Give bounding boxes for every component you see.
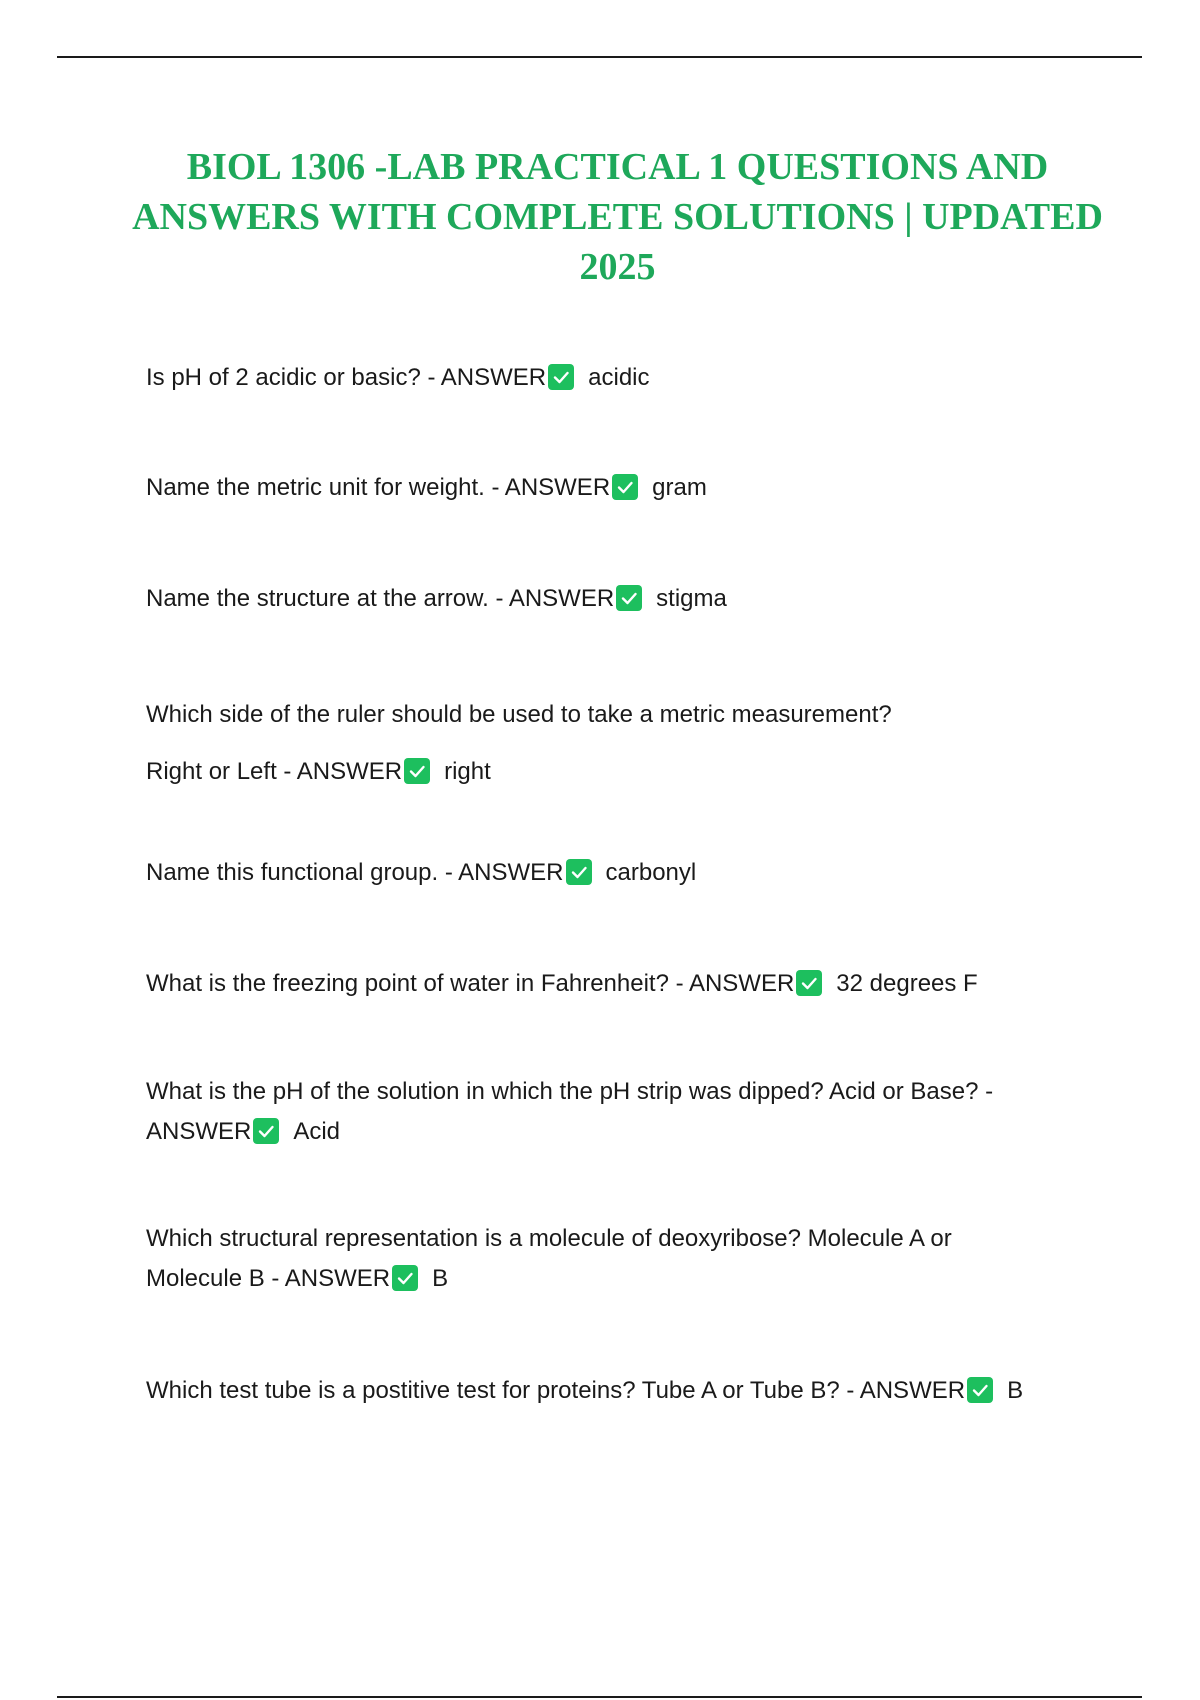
question-text: Which structural representation is a molecule of deoxyribose? Molecule A or — [146, 1225, 952, 1252]
top-rule — [57, 56, 1142, 58]
green-checkmark-icon — [548, 364, 574, 390]
qa-line — [146, 1371, 1096, 1411]
question-text: Molecule B - ANSWER — [146, 1265, 391, 1292]
question-text: What is the freezing point of water in Fahrenheit? - ANSWER — [146, 970, 795, 997]
qa-line — [146, 964, 1096, 1004]
question-text: Is pH of 2 acidic or basic? - ANSWER — [146, 364, 547, 391]
question-text: Which test tube is a postitive test for proteins? Tube A or Tube B? - ANSWER — [146, 1377, 966, 1404]
qa-item — [146, 468, 1096, 508]
answer-text: Acid — [293, 1118, 341, 1145]
qa-item — [146, 1371, 1096, 1411]
qa-item — [146, 1072, 1096, 1152]
qa-line — [146, 743, 1096, 800]
answer-text: carbonyl — [605, 859, 697, 886]
question-text: Right or Left - ANSWER — [146, 758, 403, 785]
green-checkmark-icon — [796, 970, 822, 996]
question-text: Which side of the ruler should be used to take a metric measurement? — [146, 701, 892, 728]
question-text: What is the pH of the solution in which the pH strip was dipped? Acid or Base? - — [146, 1078, 994, 1105]
qa-line — [146, 853, 1096, 893]
answer-text: B — [432, 1265, 449, 1292]
answer-text: gram — [652, 474, 707, 501]
green-checkmark-icon — [392, 1265, 418, 1291]
question-text: ANSWER — [146, 1118, 252, 1145]
green-checkmark-icon — [612, 474, 638, 500]
question-text: Name the structure at the arrow. - ANSWER — [146, 585, 615, 612]
qa-item — [146, 358, 1096, 398]
green-checkmark-icon — [404, 758, 430, 784]
qa-item — [146, 853, 1096, 893]
answer-text: B — [1007, 1377, 1024, 1404]
qa-line — [146, 1112, 1096, 1152]
answer-text: acidic — [588, 364, 650, 391]
answer-text: right — [444, 758, 491, 785]
qa-item — [146, 1219, 1096, 1299]
bottom-rule — [57, 1696, 1142, 1698]
green-checkmark-icon — [616, 585, 642, 611]
qa-line — [146, 1259, 1096, 1299]
qa-line — [146, 358, 1096, 398]
qa-line — [146, 468, 1096, 508]
qa-item — [146, 579, 1096, 619]
qa-line — [146, 579, 1096, 619]
qa-item — [146, 964, 1096, 1004]
answer-text: stigma — [656, 585, 727, 612]
green-checkmark-icon — [253, 1118, 279, 1144]
green-checkmark-icon — [566, 859, 592, 885]
green-checkmark-icon — [967, 1377, 993, 1403]
question-text: Name the metric unit for weight. - ANSWER — [146, 474, 611, 501]
document-title: BIOL 1306 -LAB PRACTICAL 1 QUESTIONS AND ANSWERS WITH COMPLETE SOLUTIONS | UPDATED 2025 — [132, 146, 1103, 288]
qa-item — [146, 686, 1096, 800]
answer-text: 32 degrees F — [836, 970, 978, 997]
question-text: Name this functional group. - ANSWER — [146, 859, 564, 886]
